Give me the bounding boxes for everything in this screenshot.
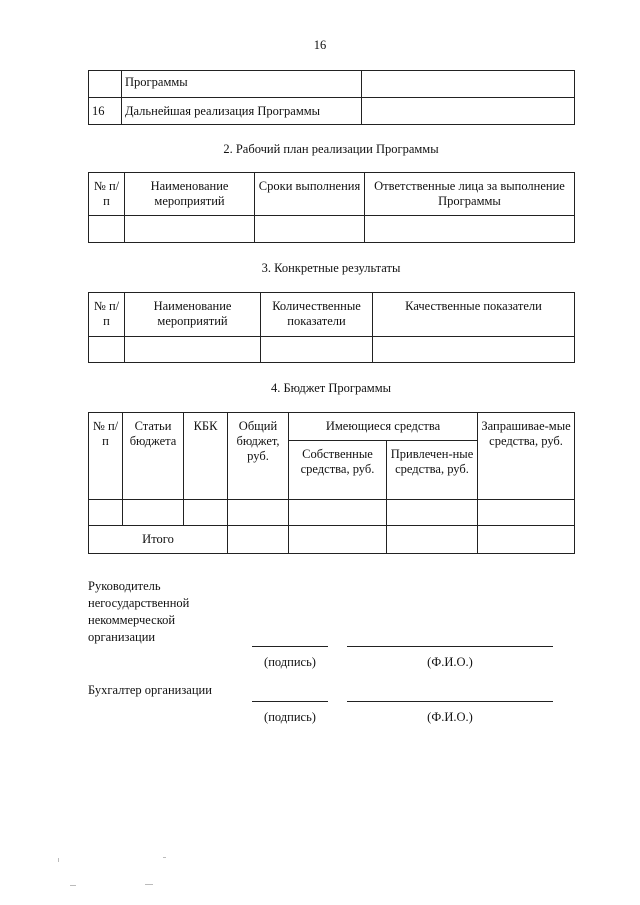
table-header-own: Собственные средства, руб.	[289, 441, 387, 500]
name-caption: (Ф.И.О.)	[427, 655, 473, 669]
scan-speck	[145, 884, 153, 885]
table-cell-value	[362, 98, 575, 125]
table-row	[89, 500, 575, 526]
table-cell	[228, 500, 289, 526]
table-cell	[228, 526, 289, 554]
signature-caption: (подпись)	[264, 710, 316, 724]
table-cell-name: Дальнейшая реализация Программы	[122, 98, 362, 125]
page-number: 16	[313, 38, 327, 52]
table-header: Качественные показатели	[373, 293, 575, 337]
work-plan-table	[88, 172, 575, 243]
section-title: 2. Рабочий план реализации Программы	[223, 142, 439, 156]
table-header-num: № п/п	[89, 413, 123, 500]
table-cell-num	[89, 71, 122, 98]
table-cell-num: 16	[89, 98, 122, 125]
scan-speck	[163, 857, 166, 858]
table-header-articles: Статьи бюджета	[123, 413, 184, 500]
table-cell	[365, 216, 575, 243]
scan-speck	[70, 885, 76, 886]
table-total-row	[89, 526, 575, 554]
table-header: № п/п	[89, 293, 125, 337]
table-header-row	[89, 173, 575, 216]
section-title: 4. Бюджет Программы	[270, 381, 392, 395]
table-cell	[289, 526, 387, 554]
table-cell	[255, 216, 365, 243]
accountant-signature-line	[252, 701, 328, 702]
table-cell	[261, 337, 373, 363]
scan-speck	[58, 858, 59, 862]
head-name-line	[347, 646, 553, 647]
signature-caption: (подпись)	[264, 655, 316, 669]
table-header-kbk: КБК	[184, 413, 228, 500]
table-cell	[478, 526, 575, 554]
table-cell	[89, 500, 123, 526]
table-header-row	[89, 413, 575, 441]
table-row	[89, 71, 575, 98]
table-header: Наименование мероприятий	[125, 173, 255, 216]
table-row	[89, 337, 575, 363]
table-header-total: Общий бюджет, руб.	[228, 413, 289, 500]
table-cell	[387, 526, 478, 554]
results-table	[88, 292, 575, 363]
table-header: Ответственные лица за выполнение Программы	[365, 173, 575, 216]
table-cell	[125, 216, 255, 243]
table-cell	[89, 216, 125, 243]
table-cell	[373, 337, 575, 363]
table-header: Количественные показатели	[261, 293, 373, 337]
name-caption: (Ф.И.О.)	[427, 710, 473, 724]
table-header: № п/п	[89, 173, 125, 216]
table-header: Наименование мероприятий	[125, 293, 261, 337]
table-cell	[289, 500, 387, 526]
table-row	[89, 98, 575, 125]
table-header-available: Имеющиеся средства	[289, 413, 478, 441]
table-cell	[184, 500, 228, 526]
head-signature-line	[252, 646, 328, 647]
table-cell-name: Программы	[122, 71, 362, 98]
table-cell	[387, 500, 478, 526]
table-header-attracted: Привлечен-ные средства, руб.	[387, 441, 478, 500]
table-cell-value	[362, 71, 575, 98]
total-label: Итого	[89, 526, 228, 554]
head-signature-label: Руководитель негосударственной некоммерческой организации	[88, 579, 190, 644]
budget-table	[88, 412, 575, 554]
table-cell	[125, 337, 261, 363]
table-header-requested: Запрашивае-мые средства, руб.	[478, 413, 575, 500]
accountant-name-line	[347, 701, 553, 702]
accountant-signature-label: Бухгалтер организации	[88, 683, 212, 697]
top-table	[88, 70, 575, 125]
table-header: Сроки выполнения	[255, 173, 365, 216]
table-cell	[123, 500, 184, 526]
table-cell	[478, 500, 575, 526]
table-row	[89, 216, 575, 243]
table-header-row	[89, 293, 575, 337]
section-title: 3. Конкретные результаты	[261, 261, 401, 275]
table-cell	[89, 337, 125, 363]
